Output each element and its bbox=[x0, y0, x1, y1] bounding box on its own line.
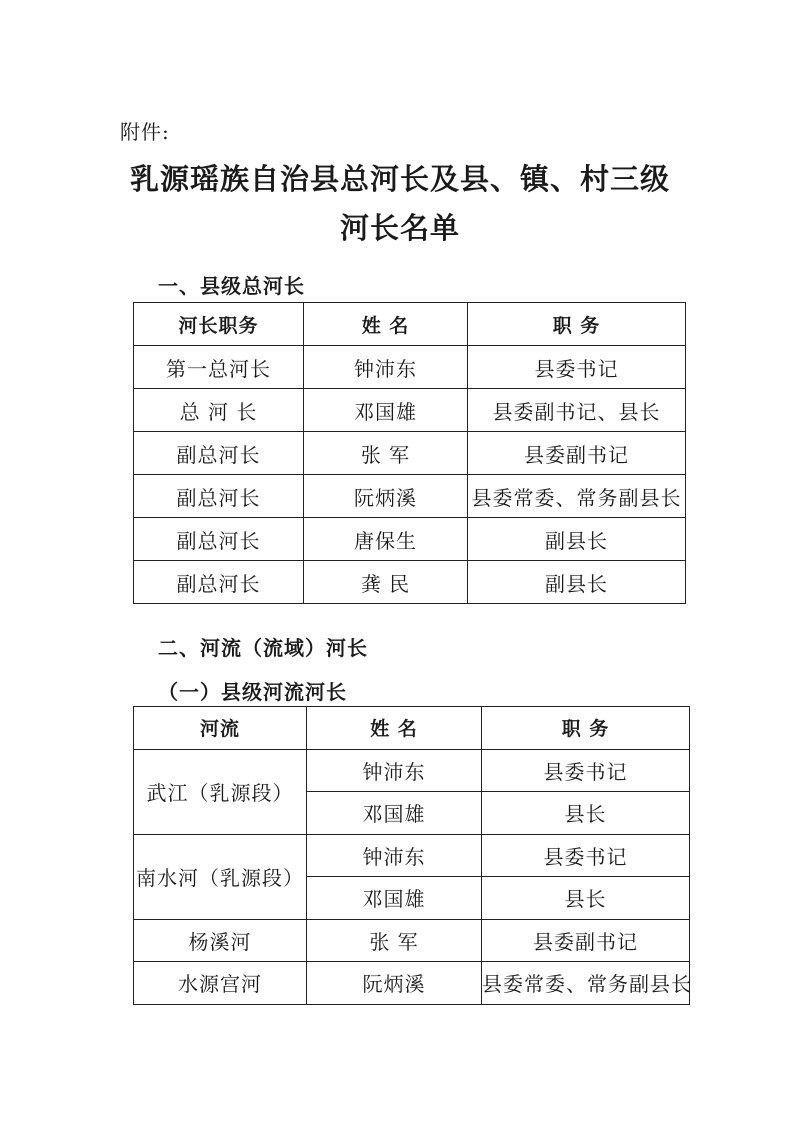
table-row bbox=[134, 962, 690, 1005]
subsection-1-heading: （一）县级河流河长 bbox=[158, 680, 347, 704]
county-chief-table bbox=[133, 302, 686, 604]
river-cell: 杨溪河 bbox=[134, 919, 307, 962]
position-cell: 县长 bbox=[482, 792, 690, 835]
role-cell: 第一总河长 bbox=[134, 346, 304, 389]
attachment-label: 附件: bbox=[120, 120, 170, 144]
position-cell: 县委书记 bbox=[468, 346, 686, 389]
column-header-role: 河长职务 bbox=[134, 303, 304, 346]
position-cell: 副县长 bbox=[468, 561, 686, 604]
column-header-river: 河流 bbox=[134, 707, 307, 750]
position-cell: 县委副书记 bbox=[468, 432, 686, 475]
position-cell: 县委常委、常务副县长 bbox=[482, 962, 690, 1005]
position-cell: 县委书记 bbox=[482, 749, 690, 792]
table-row bbox=[134, 346, 686, 389]
column-header-position: 职 务 bbox=[482, 707, 690, 750]
table-row bbox=[134, 561, 686, 604]
position-cell: 县委常委、常务副县长 bbox=[468, 475, 686, 518]
role-cell: 副总河长 bbox=[134, 475, 304, 518]
county-river-chief-table bbox=[133, 706, 690, 1005]
section-1-heading: 一、县级总河长 bbox=[158, 274, 305, 298]
position-cell: 县委书记 bbox=[482, 834, 690, 877]
table-header-row bbox=[134, 303, 686, 346]
name-cell: 龚 民 bbox=[304, 561, 468, 604]
river-cell: 南水河（乳源段） bbox=[134, 834, 307, 919]
name-cell: 阮炳溪 bbox=[304, 475, 468, 518]
name-cell: 张 军 bbox=[307, 919, 482, 962]
table-row bbox=[134, 518, 686, 561]
table-row bbox=[134, 834, 690, 877]
river-cell: 水源宫河 bbox=[134, 962, 307, 1005]
name-cell: 钟沛东 bbox=[307, 749, 482, 792]
position-cell: 副县长 bbox=[468, 518, 686, 561]
name-cell: 阮炳溪 bbox=[307, 962, 482, 1005]
name-cell: 邓国雄 bbox=[304, 389, 468, 432]
table-header-row bbox=[134, 707, 690, 750]
position-cell: 县委副书记、县长 bbox=[468, 389, 686, 432]
document-title-line-2: 河长名单 bbox=[339, 211, 460, 245]
position-cell: 县委副书记 bbox=[482, 919, 690, 962]
section-2-heading: 二、河流（流域）河长 bbox=[158, 636, 368, 660]
table-row bbox=[134, 389, 686, 432]
column-header-name: 姓 名 bbox=[304, 303, 468, 346]
position-cell: 县长 bbox=[482, 877, 690, 920]
role-cell: 总 河 长 bbox=[134, 389, 304, 432]
column-header-position: 职 务 bbox=[468, 303, 686, 346]
name-cell: 钟沛东 bbox=[304, 346, 468, 389]
role-cell: 副总河长 bbox=[134, 518, 304, 561]
name-cell: 邓国雄 bbox=[307, 877, 482, 920]
role-cell: 副总河长 bbox=[134, 561, 304, 604]
name-cell: 张 军 bbox=[304, 432, 468, 475]
table-row bbox=[134, 475, 686, 518]
role-cell: 副总河长 bbox=[134, 432, 304, 475]
document-title-line-1: 乳源瑶族自治县总河长及县、镇、村三级 bbox=[129, 162, 670, 196]
name-cell: 钟沛东 bbox=[307, 834, 482, 877]
name-cell: 邓国雄 bbox=[307, 792, 482, 835]
name-cell: 唐保生 bbox=[304, 518, 468, 561]
table-row bbox=[134, 432, 686, 475]
table-row bbox=[134, 919, 690, 962]
column-header-name: 姓 名 bbox=[307, 707, 482, 750]
river-cell: 武江（乳源段） bbox=[134, 749, 307, 834]
table-row bbox=[134, 749, 690, 792]
